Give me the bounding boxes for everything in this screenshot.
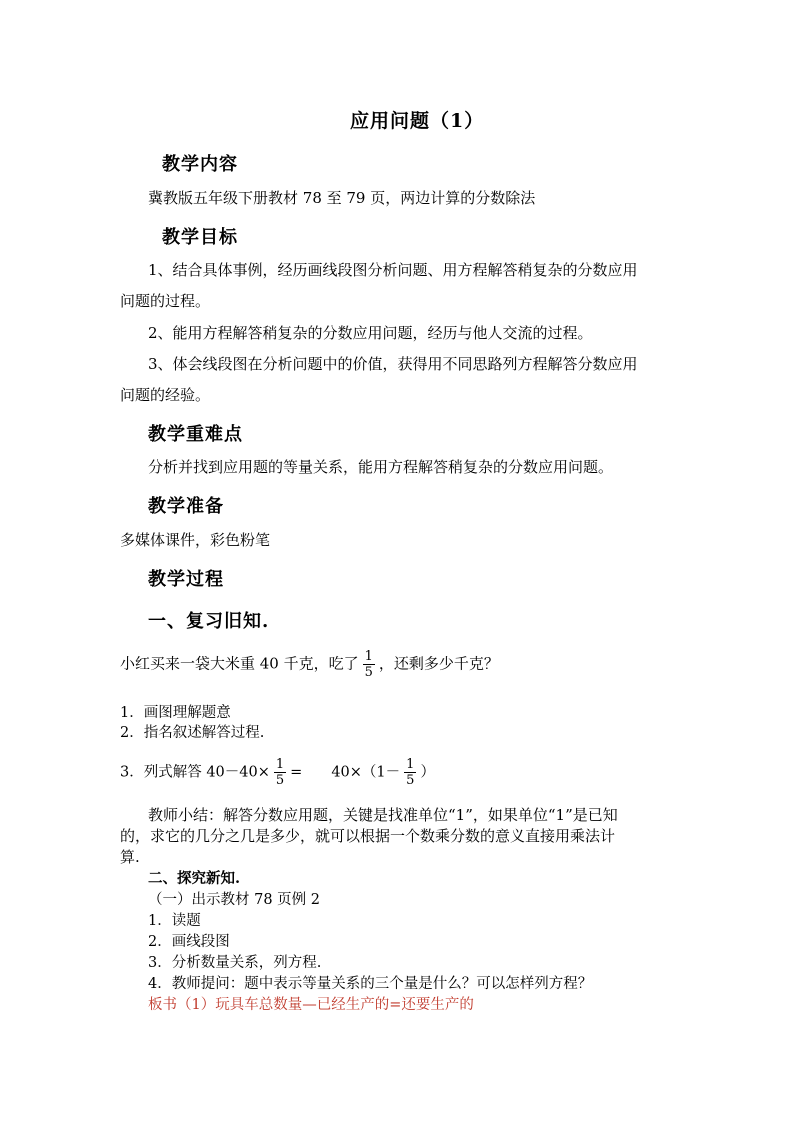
page-title: 应用问题（1）: [350, 110, 485, 132]
content-text: 冀教版五年级下册教材 78 至 79 页，两边计算的分数除法: [148, 189, 536, 207]
step-1: 1．画图理解题意: [120, 705, 231, 721]
part-1-heading: 一、复习旧知.: [148, 611, 270, 632]
review-problem: [120, 649, 499, 680]
step-3-before: 3．列式解答 40－40×: [120, 764, 270, 781]
heading-goals: 教学目标: [162, 227, 238, 248]
goal-1-line-2: 问题的过程。: [120, 292, 211, 310]
fraction-one-fifth: $\frac{1}{5}$: [364, 649, 373, 680]
summary-line-3: 算.: [120, 848, 140, 866]
problem-text-after: ，还剩多少千克？: [378, 654, 499, 673]
goal-3-line-1: 3、体会线段图在分析问题中的价值，获得用不同思路列方程解答分数应用: [148, 355, 638, 373]
heading-process: 教学过程: [148, 569, 224, 590]
preparation-text: 多媒体课件，彩色粉笔: [120, 531, 271, 549]
key-points-text: 分析并找到应用题的等量关系，能用方程解答稍复杂的分数应用问题。: [148, 458, 614, 476]
item-1: 1．读题: [148, 913, 201, 929]
heading-content: 教学内容: [162, 154, 238, 175]
step-3-mid: = 40×（1－: [290, 764, 401, 781]
fraction-one-fifth: $\frac{1}{5}$: [275, 757, 285, 788]
problem-text-before: 小红买来一袋大米重 40 千克，吃了: [120, 654, 359, 673]
goal-3-line-2: 问题的经验。: [120, 386, 211, 404]
board-note: 板书（1）玩具车总数量—已经生产的=还要生产的: [148, 997, 474, 1013]
step-3-end: ）: [420, 764, 435, 781]
summary-line-1: 教师小结：解答分数应用题，关键是找准单位“1”，如果单位“1”是已知: [148, 806, 618, 824]
goal-2: 2、能用方程解答稍复杂的分数应用问题，经历与他人交流的过程。: [148, 324, 593, 342]
item-3: 3．分析数量关系，列方程.: [148, 955, 322, 971]
heading-key-points: 教学重难点: [148, 424, 243, 445]
item-2: 2．画线段图: [148, 934, 230, 950]
step-3: [120, 757, 435, 788]
heading-preparation: 教学准备: [148, 496, 224, 517]
goal-1-line-1: 1、结合具体事例，经历画线段图分析问题、用方程解答稍复杂的分数应用: [148, 261, 638, 279]
summary-line-2: 的，求它的几分之几是多少，就可以根据一个数乘分数的意义直接用乘法计: [120, 827, 616, 845]
step-2: 2．指名叙述解答过程.: [120, 725, 265, 741]
fraction-one-fifth: $\frac{1}{5}$: [406, 757, 415, 788]
item-4: 4．教师提问：题中表示等量关系的三个量是什么？可以怎样列方程？: [148, 976, 593, 992]
sub-section-1: （一）出示教材 78 页例 2: [148, 892, 321, 908]
part-2-heading: 二、探究新知.: [148, 870, 241, 887]
